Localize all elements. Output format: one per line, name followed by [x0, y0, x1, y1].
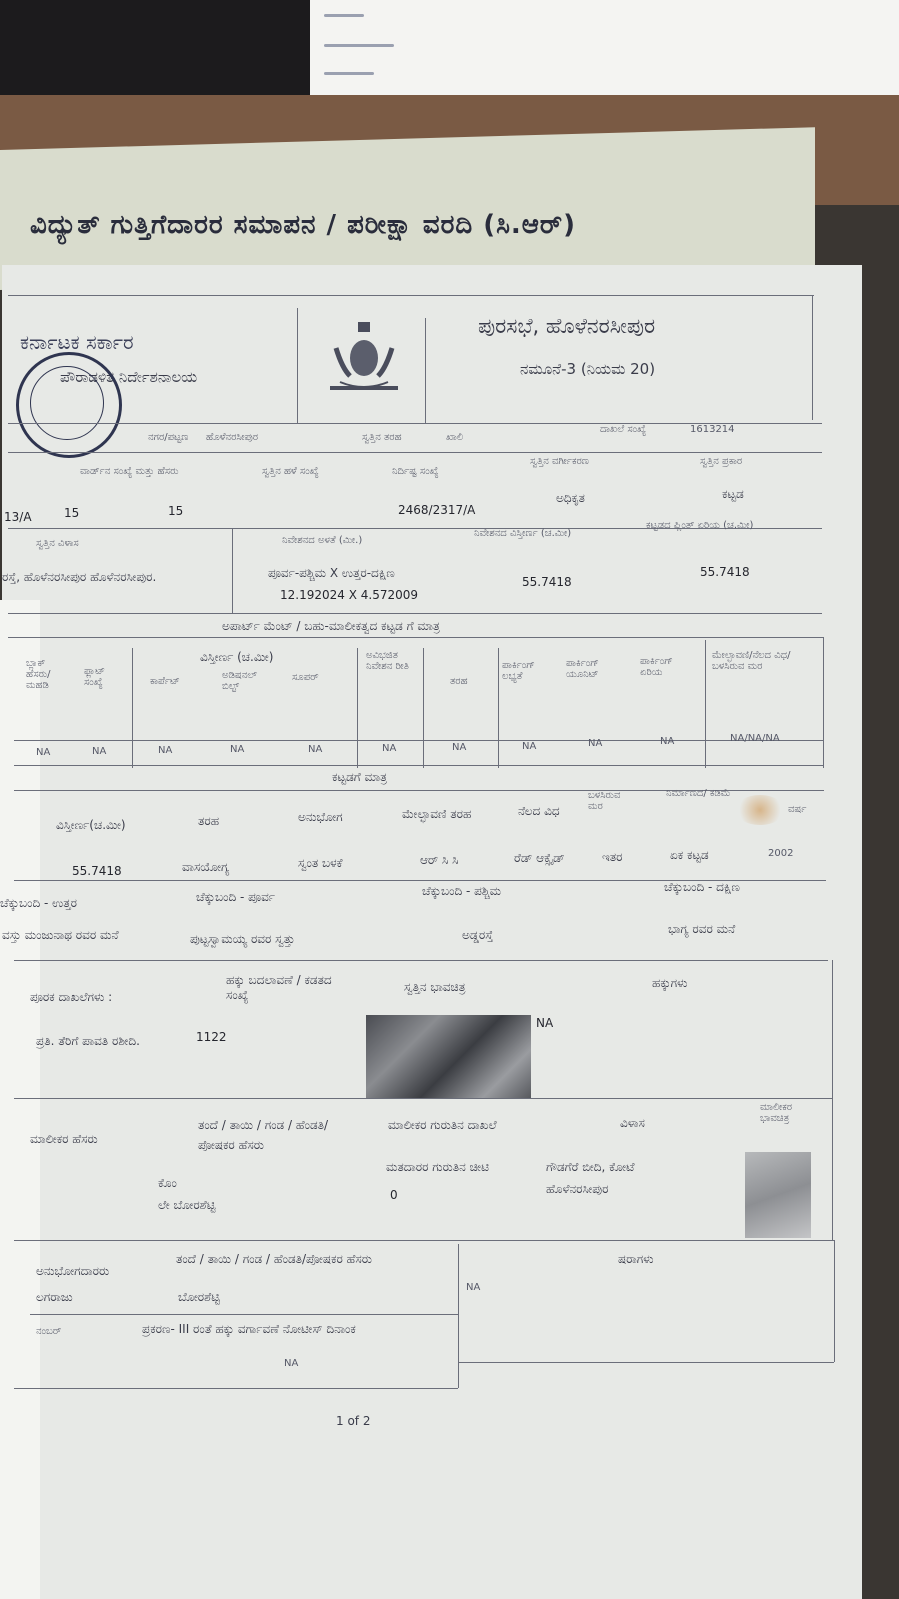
building-usage-header: ಅನುಭೋಗ — [298, 810, 343, 824]
office-seal-inner — [30, 366, 104, 440]
owner-relation-name: ಲೇ ಬೋರಶೆಟ್ಟಿ — [158, 1198, 216, 1212]
stain-mark — [735, 795, 785, 825]
sheet-edge — [0, 600, 40, 1599]
transfer-file-label: ಹಕ್ಕು ಬದಲಾವಣೆ / ಕಡತದ ಸಂಖ್ಯೆ — [226, 973, 332, 1002]
apartment-value-undivided: NA — [382, 743, 397, 754]
roof-type-header: ಮೇಲ್ಛಾವಣಿ ತರಹ — [402, 807, 472, 821]
occupant-name: ಲಗರಾಜು — [36, 1290, 73, 1304]
apartment-value-parking-area: NA — [660, 736, 675, 747]
parking-availability-header: ಪಾರ್ಕಿಂಗ್ ಲಭ್ಯತೆ — [502, 660, 535, 682]
owner-photo — [745, 1152, 811, 1238]
apartment-value-carpet: NA — [158, 745, 173, 756]
construction-value: ಏಕ ಕಟ್ಟಡ — [670, 848, 709, 862]
boundary-north-value: ವಸ್ತು ಮಂಜುನಾಥ ರವರ ಮನೆ — [2, 928, 119, 942]
year-value: 2002 — [768, 848, 794, 859]
tax-receipt-number: 1122 — [196, 1030, 227, 1044]
boundary-west-value: ಅಡ್ಡರಸ್ತೆ — [462, 928, 494, 942]
supporting-docs-label: ಪೂರಕ ದಾಖಲೆಗಳು : — [30, 990, 113, 1004]
site-area-label: ನಿವೇಶನದ ವಿಸ್ತೀರ್ಣ (ಚ.ಮೀ) — [474, 528, 572, 539]
address-label: ಸ್ವತ್ತಿನ ವಿಳಾಸ — [36, 538, 79, 549]
owner-id-value: 0 — [390, 1188, 398, 1202]
record-number-label: ದಾಖಲೆ ಸಂಖ್ಯೆ — [600, 424, 647, 435]
plinth-area-label: ಕಟ್ಟಡದ ಪ್ಲಿಂತ್ ಏರಿಯ (ಚ.ಮೀ) — [646, 520, 754, 531]
boundary-south-label: ಚೆಕ್ಕುಬಂದಿ - ದಕ್ಷಿಣ — [664, 880, 740, 894]
building-usage-value: ಸ್ವಂತ ಬಳಕೆ — [298, 856, 343, 870]
record-number-value: 1613214 — [690, 424, 735, 435]
property-photo-value: NA — [536, 1016, 554, 1030]
site-area-value: 55.7418 — [522, 575, 572, 589]
roof-type-value: ಆರ್ ಸಿ ಸಿ — [420, 853, 459, 867]
ward-name: 15 — [64, 506, 80, 520]
specific-number-label: ನಿರ್ದಿಷ್ಟ ಸಂಖ್ಯೆ — [392, 466, 439, 477]
rights-label: ಹಕ್ಕುಗಳು — [652, 976, 688, 990]
govt-name: ಕರ್ನಾಟಕ ಸರ್ಕಾರ — [20, 330, 134, 354]
super-header: ಸೂಪರ್ — [292, 672, 319, 683]
undivided-share-header: ಅವಿಭಜಿತ ನಿವೇಶನ ರೀತಿ — [366, 650, 409, 672]
owner-photo-label: ಮಾಲೀಕರ ಭಾವಚಿತ್ರ — [760, 1102, 793, 1124]
building-section-title: ಕಟ್ಟಡಗೆ ಮಾತ್ರ — [332, 770, 388, 784]
occupant-relation-label: ತಂದೆ / ತಾಯಿ / ಗಂಡ / ಹೆಂಡತಿ/ಪೋಷಕರ ಹೆಸರು — [176, 1252, 372, 1266]
ward-label: ವಾರ್ಡ್‌ನ ಸಂಖ್ಯೆ ಮತ್ತು ಹೆಸರು — [80, 466, 179, 477]
wood-used-header: ಬಳಸಿರುವ ಮರ — [588, 790, 621, 812]
property-type-label: ಸ್ವತ್ತಿನ ತರಹ — [362, 432, 402, 443]
municipality-name: ಪುರಸಭೆ, ಹೊಳೆನರಸೀಪುರ — [478, 314, 656, 338]
transfer-notice-label: ಪ್ರಕರಣ- III ರಂತೆ ಹಕ್ಕು ವರ್ಗಾವಣೆ ನೋಟೀಸ್ ದಿನಾಂಕ — [142, 1322, 356, 1336]
roof-floor-wood-header: ಮೇಲ್ಛಾವಣಿ/ನೆಲದ ವಿಧ/ಬಳಸಿರುವ ಮರ — [712, 650, 791, 672]
apartment-value-block: NA — [36, 747, 51, 758]
owner-address-label: ವಿಳಾಸ — [620, 1116, 645, 1130]
city-value: ಹೊಳೆನರಸೀಪುರ — [206, 432, 259, 443]
voter-id-label: ಮತದಾರರ ಗುರುತಿನ ಚೀಟಿ — [386, 1160, 489, 1174]
block-name-header: ಬ್ಲಾಕ್ ಹೆಸರು/ ಮಹಡಿ — [26, 658, 51, 691]
property-kind-label: ಸ್ವತ್ತಿನ ಪ್ರಕಾರ — [700, 456, 743, 467]
owner-address-line2: ಹೊಳೆನರಸೀಪುರ — [546, 1182, 609, 1196]
owner-id-label: ಮಾಲೀಕರ ಗುರುತಿನ ದಾಖಲೆ — [388, 1118, 497, 1132]
building-type-header: ತರಹ — [198, 814, 220, 828]
flat-number-header: ಫ್ಲಾಟ್ ಸಂಖ್ಯೆ — [84, 666, 105, 688]
apartment-value-super: NA — [308, 744, 323, 755]
apartment-type-header: ತರಹ — [450, 676, 468, 687]
site-dimensions-directions: ಪೂರ್ವ-ಪಶ್ಚಿಮ X ಉತ್ತರ-ದಕ್ಷಿಣ — [268, 566, 395, 580]
tax-receipt-label: ಪ್ರತಿ. ತೆರಿಗೆ ಪಾವತಿ ರಶೀದಿ. — [36, 1034, 140, 1048]
floor-type-value: ರೆಡ್ ಆಕ್ಸೈಡ್ — [514, 851, 565, 865]
classification-value: ಅಧಿಕೃತ — [556, 491, 585, 505]
apartment-value-additional: NA — [230, 744, 245, 755]
remarks-label: ಷರಾಗಳು — [618, 1252, 654, 1266]
occupant-relation-name: ಬೋರಶೆಟ್ಟಿ — [178, 1290, 220, 1304]
form-number: ನಮೂನೆ-3 (ನಿಯಮ 20) — [520, 360, 656, 378]
parking-unit-header: ಪಾರ್ಕಿಂಗ್ ಯೂನಿಟ್ — [566, 658, 599, 680]
parking-area-header: ಪಾರ್ಕಿಂಗ್ ಏರಿಯ — [640, 656, 673, 678]
apartment-section-title: ಅಪಾರ್ಟ್ ಮೆಂಟ್ / ಬಹು-ಮಾಲೀಕತ್ವದ ಕಟ್ಟಡ ಗೆ ಮಾತ್ರ — [222, 619, 440, 633]
directorate-name: ಪೌರಾಡಳಿತ ನಿರ್ದೇಶನಾಲಯ — [60, 368, 198, 386]
ward-number: 13/A — [4, 510, 32, 524]
plinth-area-value: 55.7418 — [700, 565, 750, 579]
boundary-east-label: ಚೆಕ್ಕುಬಂದಿ - ಪೂರ್ವ — [196, 890, 276, 904]
serial-number-label: ನಂಬರ್ — [36, 1326, 62, 1337]
apartment-value-parking-unit: NA — [588, 738, 603, 749]
year-header: ವರ್ಷ — [788, 804, 807, 815]
additional-built-header: ಅಡಿಷನಲ್ ಬಿಲ್ಟ್ — [222, 670, 257, 692]
classification-label: ಸ್ವತ್ತಿನ ವರ್ಗೀಕರಣ — [530, 456, 589, 467]
property-address: ರಸ್ತೆ, ಹೊಳೆನರಸೀಪುರ ಹೊಳೆನರಸೀಪುರ. — [2, 570, 157, 584]
wood-used-value: ಇತರ — [602, 850, 623, 864]
owner-relation-label: ತಂದೆ / ತಾಯಿ / ಗಂಡ / ಹೆಂಡತಿ/ಪೋಷಕರ ಹೆಸರು — [198, 1118, 329, 1152]
apartment-value-roof: NA/NA/NA — [730, 733, 780, 744]
transfer-notice-value: NA — [284, 1358, 299, 1369]
property-photo-label: ಸ್ವತ್ತಿನ ಭಾವಚಿತ್ರ — [404, 980, 466, 994]
property-type-value: ಖಾಲಿ — [446, 432, 464, 443]
state-emblem-icon — [318, 318, 410, 403]
construction-header: ನಿರ್ಮಾಣದ/ ಕಡಿಮೆ — [666, 788, 731, 799]
building-type-value: ವಾಸಯೋಗ್ಯ — [182, 860, 230, 874]
boundary-east-value: ಪುಟ್ಟಸ್ವಾಮಯ್ಯ ರವರ ಸ್ವತ್ತು — [190, 932, 295, 946]
monitor-screen — [310, 0, 899, 100]
owner-address-line1: ಗೌಡಗೆರೆ ಬೀದಿ, ಕೋಟೆ — [546, 1160, 635, 1174]
property-kind-value: ಕಟ್ಟಡ — [722, 487, 744, 501]
specific-number: 2468/2317/A — [398, 503, 476, 517]
area-group-label: ವಿಸ್ತೀರ್ಣ (ಚ.ಮೀ) — [200, 650, 274, 664]
old-number-label: ಸ್ವತ್ತಿನ ಹಳೆ ಸಂಖ್ಯೆ — [262, 466, 319, 477]
boundary-south-value: ಭಾಗ್ಯ ರವರ ಮನೆ — [668, 922, 736, 936]
city-label: ನಗರ/ಪಟ್ಟಣ — [148, 432, 189, 443]
remarks-value: NA — [466, 1282, 481, 1293]
apartment-value-flat: NA — [92, 746, 107, 757]
floor-type-header: ನೆಲದ ವಿಧ — [518, 804, 560, 818]
occupant-label: ಅನುಭೋಗದಾರರು — [36, 1264, 110, 1278]
carpet-header: ಕಾರ್ಪೆಟ್ — [150, 676, 180, 687]
page-indicator: 1 of 2 — [336, 1414, 371, 1428]
owner-relation-prefix: ಕೊಂ — [158, 1176, 177, 1190]
building-area-header: ವಿಸ್ತೀರ್ಣ(ಚ.ಮೀ) — [56, 818, 126, 832]
old-number: 15 — [168, 504, 184, 518]
building-area-value: 55.7418 — [72, 864, 122, 878]
boundary-west-label: ಚೆಕ್ಕುಬಂದಿ - ಪಶ್ಚಿಮ — [422, 884, 502, 898]
apartment-value-parking-availability: NA — [522, 741, 537, 752]
site-dimensions-label: ನಿವೇಶನದ ಅಳತೆ (ಮೀ.) — [282, 535, 363, 546]
apartment-value-type: NA — [452, 742, 467, 753]
cover-title: ವಿದ್ಯುತ್ ಗುತ್ತಿಗೆದಾರರ ಸಮಾಪನ / ಪರೀಕ್ಷಾ ವರದಿ (ಸಿ.ಆರ್) — [30, 210, 576, 240]
owner-name-label: ಮಾಲೀಕರ ಹೆಸರು — [30, 1132, 98, 1146]
site-dimensions-value: 12.192024 X 4.572009 — [280, 588, 418, 602]
property-photo — [366, 1015, 531, 1099]
boundary-north-label: ಚೆಕ್ಕುಬಂದಿ - ಉತ್ತರ — [0, 896, 78, 910]
